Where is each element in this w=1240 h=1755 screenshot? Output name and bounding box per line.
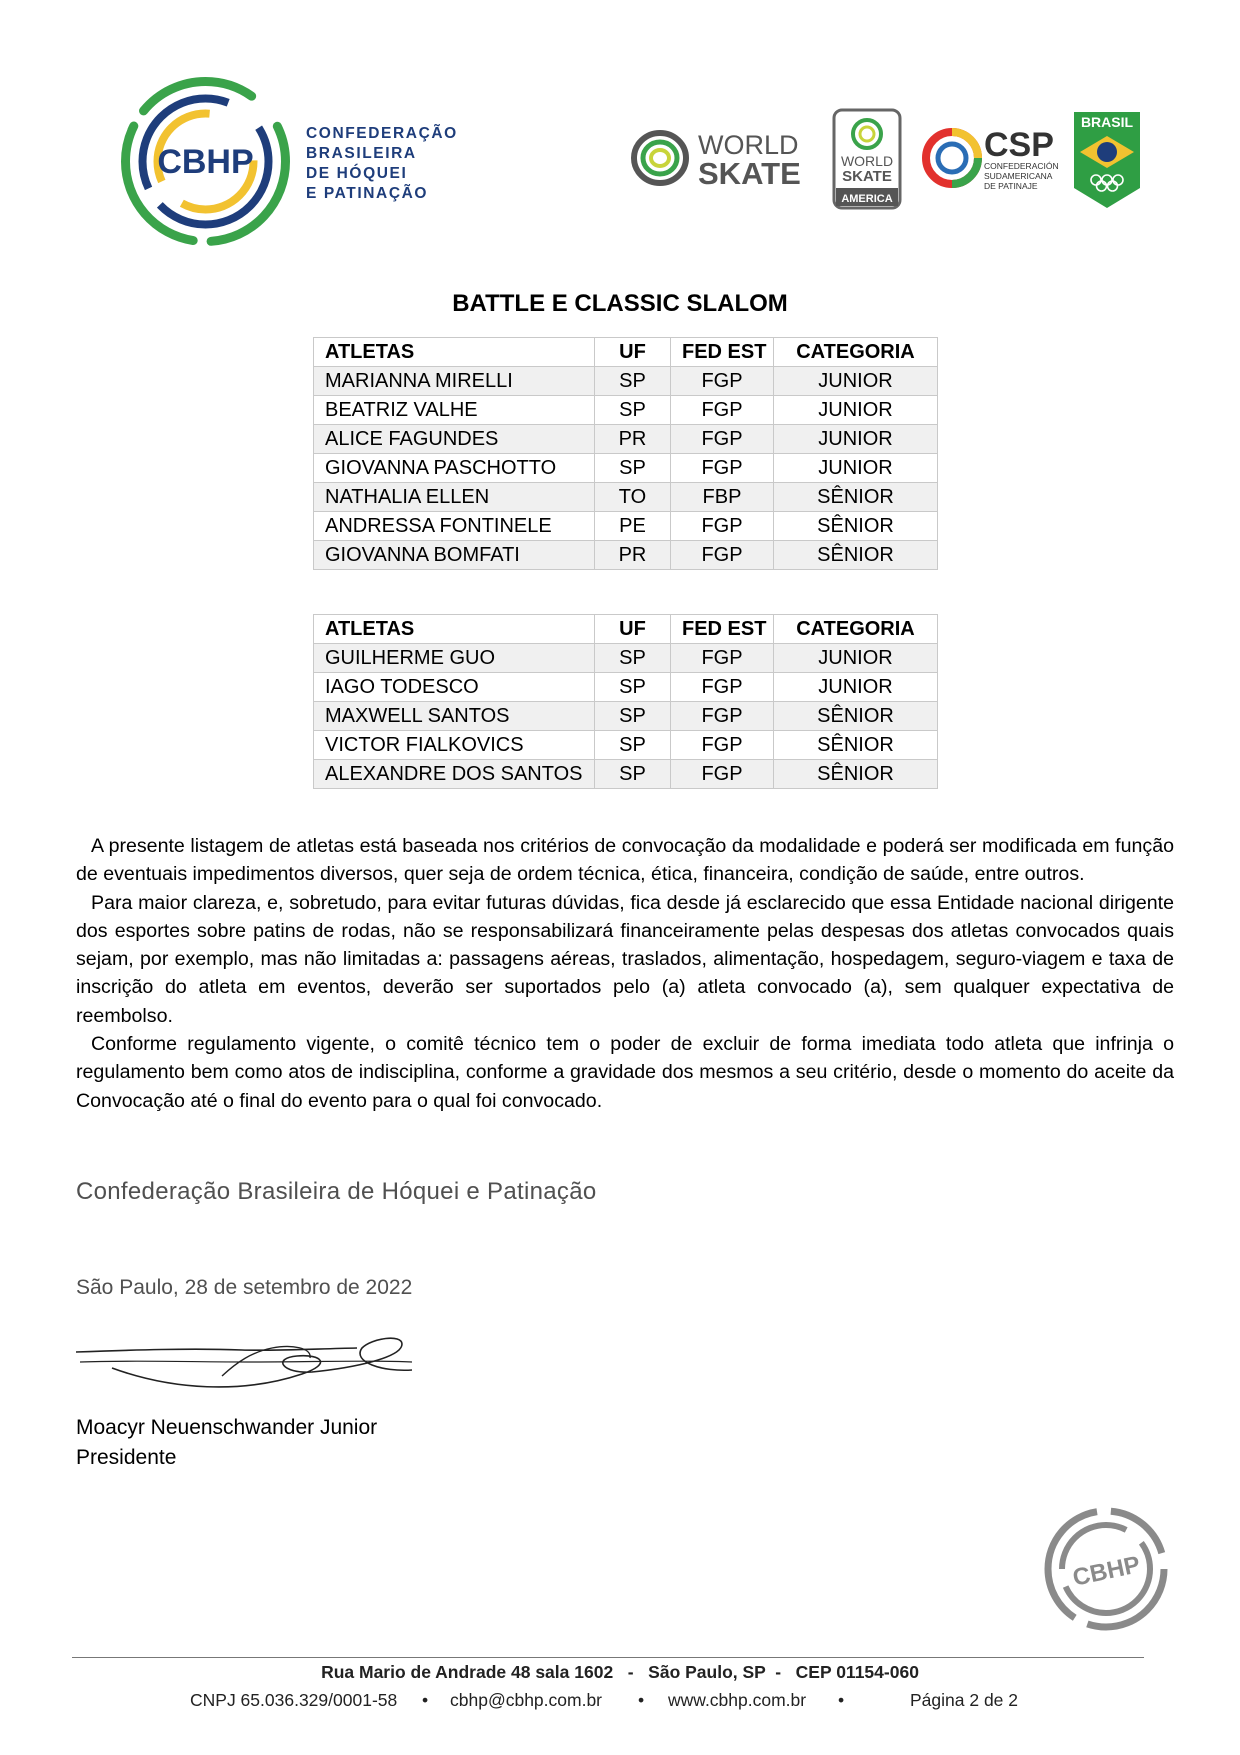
ws-word-1: WORLD (698, 130, 799, 160)
csp-line: SUDAMERICANA (984, 171, 1053, 181)
cbhp-stamp-icon (1042, 1505, 1170, 1633)
athlete-uf: PR (595, 541, 671, 570)
brasil-word: BRASIL (1080, 114, 1134, 130)
cbhp-org-name (306, 124, 506, 204)
athlete-category: JUNIOR (774, 367, 938, 396)
header-fed-est: FED EST (671, 338, 774, 367)
athlete-category: JUNIOR (774, 396, 938, 425)
org-name-line: E PATINAÇÃO (306, 185, 429, 202)
org-name-line: BRASILEIRA (306, 145, 417, 162)
athlete-fed: FGP (671, 396, 774, 425)
athlete-category: SÊNIOR (774, 512, 938, 541)
athlete-category: SÊNIOR (774, 731, 938, 760)
paragraph: A presente listagem de atletas está baseada nos critérios de convocação da modalidade e poderá ser modificada em função de eventuais impedimentos diversos, quer seja de ordem técnica, ética, financeira, condição de saúde, entre outros. (76, 835, 1174, 886)
org-name-line: CONFEDERAÇÃO (306, 125, 458, 142)
athlete-name: GIOVANNA BOMFATI (314, 541, 595, 570)
athlete-name: NATHALIA ELLEN (314, 483, 595, 512)
stamp-text: CBHP (1070, 1551, 1143, 1592)
athlete-uf: SP (595, 367, 671, 396)
cbhp-logo (118, 74, 473, 249)
table-row (314, 541, 938, 570)
footer-bullet: • (422, 1690, 429, 1710)
footer-page-number: Página 2 de 2 (910, 1690, 1019, 1710)
table-row (314, 731, 938, 760)
athlete-name: GUILHERME GUO (314, 644, 595, 673)
footer-bullet: • (638, 1690, 645, 1710)
athlete-category: SÊNIOR (774, 702, 938, 731)
body-text (76, 832, 1174, 1115)
wsa-word-1: WORLD (840, 153, 894, 169)
athlete-name: ALEXANDRE DOS SANTOS (314, 760, 595, 789)
athlete-uf: SP (595, 673, 671, 702)
header-category: CATEGORIA (774, 615, 938, 644)
athlete-category: SÊNIOR (774, 483, 938, 512)
athlete-fed: FGP (671, 673, 774, 702)
athlete-category: SÊNIOR (774, 541, 938, 570)
athlete-uf: SP (595, 702, 671, 731)
athlete-fed: FGP (671, 760, 774, 789)
athlete-uf: TO (595, 483, 671, 512)
athlete-name: IAGO TODESCO (314, 673, 595, 702)
athlete-name: ANDRESSA FONTINELE (314, 512, 595, 541)
footer-address: Rua Mario de Andrade 48 sala 1602 - São Paulo, SP - CEP 01154-060 (321, 1662, 919, 1682)
footer-cnpj: CNPJ 65.036.329/0001-58 (190, 1690, 398, 1710)
athlete-category: JUNIOR (774, 673, 938, 702)
wsa-word-3: AMERICA (841, 193, 893, 205)
header-uf: UF (595, 615, 671, 644)
wsa-word-2: SKATE (842, 168, 892, 185)
cbhp-logo-abbrev: CBHP (157, 143, 254, 181)
organization-name: Confederação Brasileira de Hóquei e Patinação (76, 1178, 597, 1205)
athlete-uf: SP (595, 760, 671, 789)
header-athletes: ATLETAS (314, 338, 595, 367)
ws-word-2: SKATE (698, 156, 801, 191)
world-skate-logo (630, 120, 815, 195)
athlete-name: BEATRIZ VALHE (314, 396, 595, 425)
table-header-row (314, 338, 938, 367)
footer-divider (72, 1657, 1144, 1658)
partner-logos (630, 108, 1150, 212)
athlete-category: JUNIOR (774, 454, 938, 483)
paragraph: Para maior clareza, e, sobretudo, para evitar futuras dúvidas, fica desde já esclarecido que essa Entidade nacional dirigente dos esportes sobre patins de rodas, não se responsabilizará financeiramente pelas despesas dos atletas convocados quais sejam, por exemplo, mas não limitadas a: passagens aéreas, traslados, alimentação, hospedagem, seguro-viagem e taxa de inscrição do atleta em eventos, deverão ser suportados pelo (a) atleta convocado (a), sem qualquer expectativa de reembolso. (76, 891, 1174, 1027)
header-athletes: ATLETAS (314, 615, 595, 644)
csp-logo (920, 118, 1060, 198)
athlete-fed: FGP (671, 512, 774, 541)
athlete-category: SÊNIOR (774, 760, 938, 789)
table-row (314, 644, 938, 673)
table-row (314, 673, 938, 702)
header-uf: UF (595, 338, 671, 367)
table-header-row (314, 615, 938, 644)
athletes-table-men (313, 614, 938, 789)
signer-name: Moacyr Neuenschwander Junior (76, 1416, 378, 1439)
athlete-uf: SP (595, 731, 671, 760)
athlete-fed: FGP (671, 731, 774, 760)
athlete-name: MAXWELL SANTOS (314, 702, 595, 731)
table-row (314, 425, 938, 454)
document-title: BATTLE E CLASSIC SLALOM (452, 290, 788, 317)
csp-line: CONFEDERACIÓN (984, 161, 1059, 171)
brasil-olympic-logo (1072, 110, 1142, 210)
paragraph: Conforme regulamento vigente, o comitê técnico tem o poder de excluir de forma imediata todo atleta que infrinja o regulamento bem como atos de indisciplina, conforme a gravidade dos mesmos a seu critério, desde o momento do aceite da Convocação até o final do evento para o qual foi convocado. (76, 1033, 1174, 1112)
athlete-uf: SP (595, 454, 671, 483)
csp-abbrev: CSP (984, 126, 1054, 164)
table-row (314, 760, 938, 789)
header-fed-est: FED EST (671, 615, 774, 644)
table-row (314, 396, 938, 425)
athlete-fed: FGP (671, 541, 774, 570)
cbhp-ring-icon (118, 74, 293, 249)
signer (76, 1413, 377, 1473)
athletes-table-women (313, 337, 938, 570)
athlete-fed: FGP (671, 367, 774, 396)
athlete-category: JUNIOR (774, 644, 938, 673)
footer-bullet: • (838, 1690, 845, 1710)
athlete-name: GIOVANNA PASCHOTTO (314, 454, 595, 483)
athlete-uf: SP (595, 644, 671, 673)
athlete-fed: FGP (671, 425, 774, 454)
athlete-fed: FGP (671, 644, 774, 673)
table-row (314, 702, 938, 731)
athlete-uf: SP (595, 396, 671, 425)
athlete-name: ALICE FAGUNDES (314, 425, 595, 454)
athlete-name: VICTOR FIALKOVICS (314, 731, 595, 760)
athlete-uf: PE (595, 512, 671, 541)
table-row (314, 483, 938, 512)
footer-email: cbhp@cbhp.com.br (450, 1690, 603, 1710)
header-category: CATEGORIA (774, 338, 938, 367)
athlete-uf: PR (595, 425, 671, 454)
athlete-category: JUNIOR (774, 425, 938, 454)
athlete-fed: FGP (671, 702, 774, 731)
athlete-fed: FBP (671, 483, 774, 512)
handwritten-signature (72, 1312, 422, 1402)
signer-role: Presidente (76, 1446, 177, 1469)
athlete-fed: FGP (671, 454, 774, 483)
csp-line: DE PATINAJE (984, 181, 1038, 191)
place-date: São Paulo, 28 de setembro de 2022 (76, 1276, 413, 1299)
table-row (314, 454, 938, 483)
table-row (314, 512, 938, 541)
world-skate-america-logo (832, 108, 902, 210)
org-name-line: DE HÓQUEI (306, 165, 408, 182)
athlete-name: MARIANNA MIRELLI (314, 367, 595, 396)
table-row (314, 367, 938, 396)
footer-website: www.cbhp.com.br (668, 1690, 807, 1710)
